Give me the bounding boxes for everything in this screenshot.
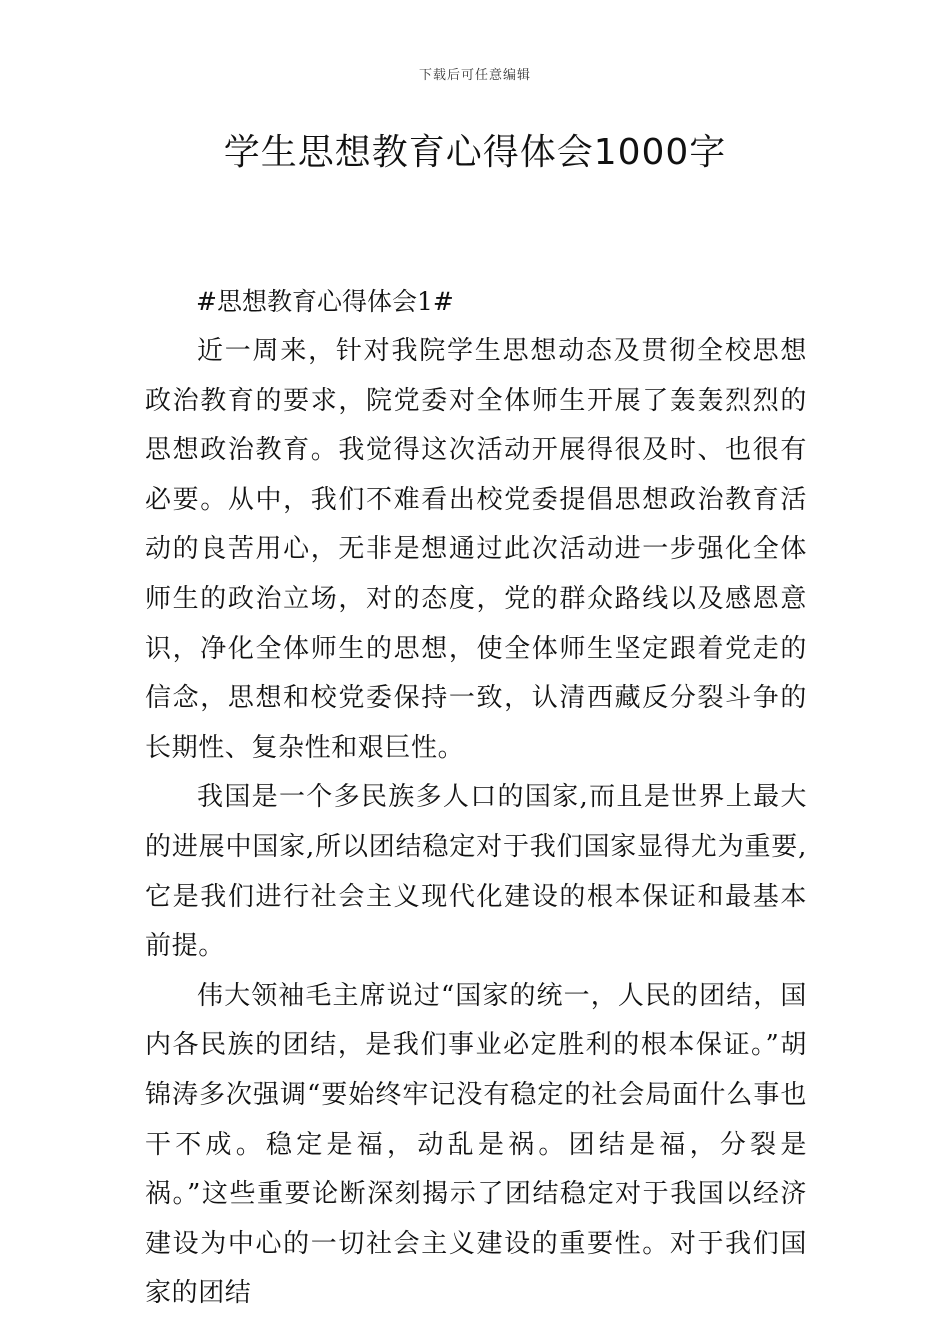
body-text [145, 327, 807, 1319]
paragraph: 我国是一个多民族多人口的国家,而且是世界上最大的进展中国家,所以团结稳定对于我们国家显得尤为重要,它是我们进行社会主义现代化建设的根本保证和最基本前提。 [145, 782, 807, 962]
header-note: 下载后可任意编辑 [418, 68, 531, 83]
paragraph: 近一周来，针对我院学生思想动态及贯彻全校思想政治教育的要求，院党委对全体师生开展了轰轰烈烈的思想政治教育。我觉得这次活动开展得很及时、也很有必要。从中，我们不难看出校党委提倡思想政治教育活动的良苦用心，无非是想通过此次活动进一步强化全体师生的政治立场，对的态度，党的群众路线以及感恩意识，净化全体师生的思想，使全体师生坚定跟着党走的信念，思想和校党委保持一致，认清西藏反分裂斗争的长期性、复杂性和艰巨性。 [145, 336, 807, 763]
document-title: 学生思想教育心得体会1000字 [223, 132, 727, 173]
paragraph: 伟大领袖毛主席说过“国家的统一，人民的团结，国内各民族的团结，是我们事业必定胜利的根本保证。”胡锦涛多次强调“要始终牢记没有稳定的社会局面什么事也干不成。稳定是福，动乱是祸。团结是福，分裂是祸。”这些重要论断深刻揭示了团结稳定对于我国以经济建设为中心的一切社会主义建设的重要性。对于我们国家的团结 [145, 980, 807, 1309]
section-heading: #思想教育心得体会1# [196, 287, 454, 316]
